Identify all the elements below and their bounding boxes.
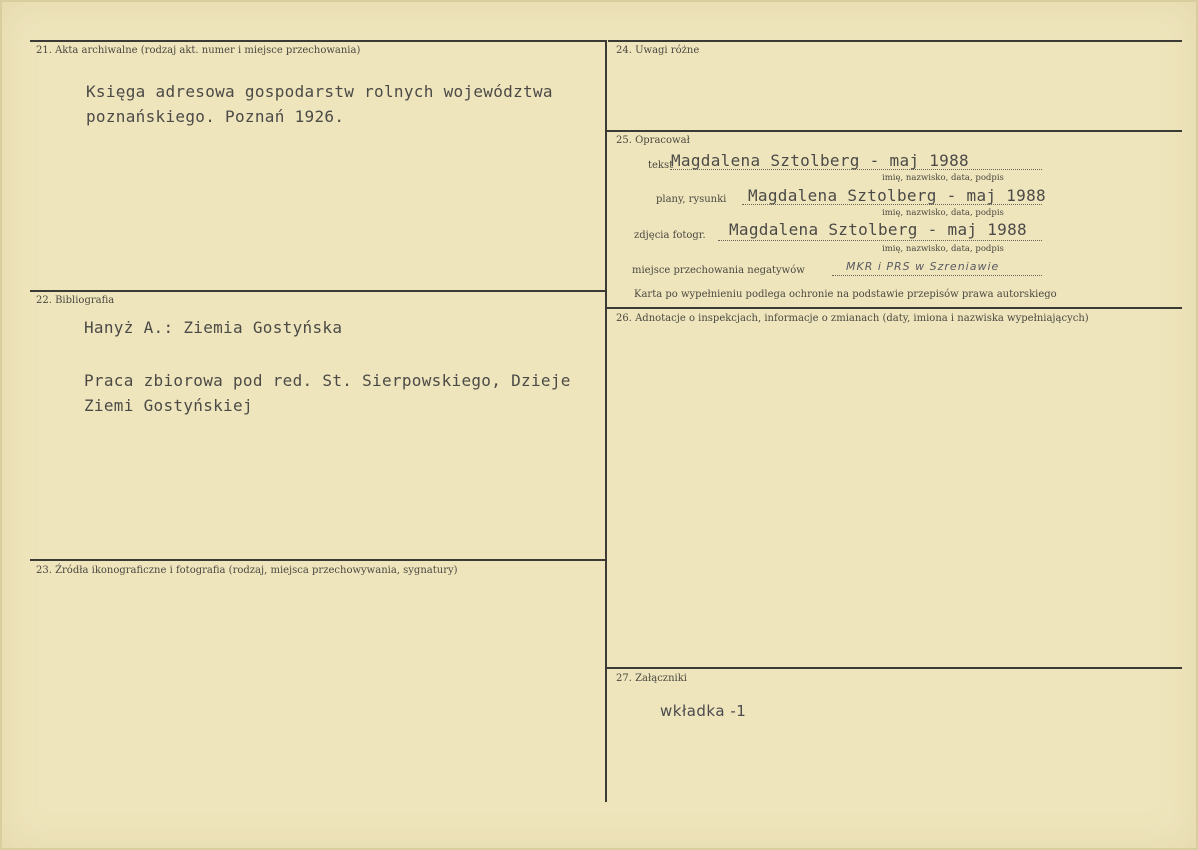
section-21-label: 21. Akta archiwalne (rodzaj akt. numer i miejsce przechowania) (36, 45, 361, 56)
section-21-line-1: Księga adresowa gospodarstw rolnych województwa (86, 82, 553, 101)
section-22-label: 22. Bibliografia (36, 295, 115, 306)
section-22-line-3: Ziemi Gostyńskiej (84, 396, 253, 415)
tekst-caption: imię, nazwisko, data, podpis (882, 173, 1004, 183)
section-21-line-2: poznańskiego. Poznań 1926. (86, 107, 345, 126)
section-27-label: 27. Załączniki (616, 673, 687, 684)
top-rule-left (30, 40, 605, 42)
rule-22-23 (30, 559, 605, 561)
rule-24-25 (607, 130, 1182, 132)
negatywy-value: MKR i PRS w Szreniawie (846, 260, 1000, 273)
negatywy-label: miejsce przechowania negatywów (632, 265, 805, 276)
rule-21-22 (30, 290, 605, 292)
zdjecia-label: zdjęcia fotogr. (634, 230, 706, 241)
plany-value: Magdalena Sztolberg - maj 1988 (748, 186, 1046, 205)
rule-26-27 (607, 667, 1182, 669)
tekst-label: tekst (648, 160, 674, 171)
section-25-label: 25. Opracował (616, 135, 690, 146)
section-24-label: 24. Uwagi różne (616, 45, 700, 56)
rule-25-26 (607, 307, 1182, 309)
section-22-line-2: Praca zbiorowa pod red. St. Sierpowskiego, Dzieje (84, 371, 571, 390)
section-26-label: 26. Adnotacje o inspekcjach, informacje o zmianach (daty, imiona i nazwiska wypełniających) (616, 313, 1089, 324)
plany-caption: imię, nazwisko, data, podpis (882, 208, 1004, 218)
zdjecia-value: Magdalena Sztolberg - maj 1988 (729, 220, 1027, 239)
section-23-label: 23. Źródła ikonograficzne i fotografia (rodzaj, miejsca przechowywania, sygnatury) (36, 565, 458, 576)
zdjecia-caption: imię, nazwisko, data, podpis (882, 244, 1004, 254)
center-vertical-rule (605, 40, 607, 802)
top-rule-right (608, 40, 1182, 42)
tekst-value: Magdalena Sztolberg - maj 1988 (671, 151, 969, 170)
section-27-value: wkładka -1 (660, 702, 747, 720)
plany-label: plany, rysunki (656, 194, 727, 205)
section-22-line-1: Hanyż A.: Ziemia Gostyńska (84, 318, 343, 337)
copyright-notice: Karta po wypełnieniu podlega ochronie na podstawie przepisów prawa autorskiego (634, 289, 1057, 300)
zdjecia-dotted-line (718, 240, 1042, 241)
negatywy-dotted-line (832, 275, 1042, 276)
